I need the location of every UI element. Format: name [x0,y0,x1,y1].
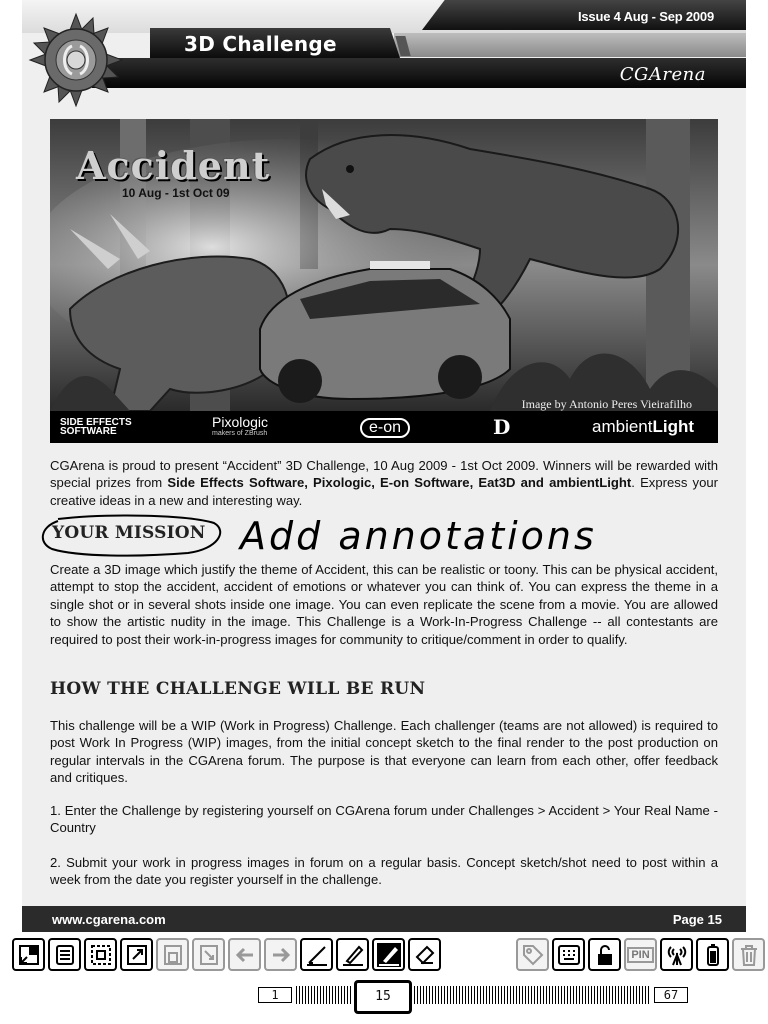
battery-icon [701,943,725,967]
rotate-button[interactable] [156,938,189,971]
marker-button[interactable] [372,938,405,971]
intro-text-2: . Express your creative ideas in a new and interesting way. [50,475,718,508]
hero-title: Accident [76,143,271,188]
zoom-icon [125,943,149,967]
eat3d-logo: D [493,415,511,439]
page-slider-left[interactable] [296,986,352,1004]
mission-heading: YOUR MISSION [52,523,206,543]
trash-icon [737,943,761,967]
ambientlight-logo [592,417,694,437]
step-1-paragraph: 1. Enter the Challenge by registering yourself on CGArena forum under Challenges > Accident > Your Real Name - Country [50,803,718,836]
highlighter-icon [341,943,365,967]
back-button[interactable] [228,938,261,971]
hero-dates: 10 Aug - 1st Oct 09 [122,186,230,200]
unlock-icon [593,943,617,967]
forward-arrow-icon [269,943,293,967]
fit-screen-button[interactable] [84,938,117,971]
pen-button[interactable] [300,938,333,971]
handwritten-annotation: Add annotations [240,514,597,558]
marker-icon [377,943,401,967]
exit-button[interactable] [12,938,45,971]
highlighter-button[interactable] [336,938,369,971]
zoom-button[interactable] [120,938,153,971]
pin-label: PIN [627,947,653,963]
mission-paragraph: Create a 3D image which justify the theme of Accident, this can be realistic or toony. This can be physical accident, attempt to stop the accident, accident of emotions or whatever you can think of. You can express the theme in a single shot or in several shots inside one image. You can even replicate the scene from a movie. You are allowed to show the artistic nudity in the image. This Challenge is a Work-In-Progress Challenge -- all contestants are required to post their work-in-progress images for community to critique/comment in order to qualify. [50,562,718,647]
back-arrow-icon [233,943,257,967]
unlock-button[interactable] [588,938,621,971]
crop-button[interactable] [192,938,225,971]
eraser-button[interactable] [408,938,441,971]
mission-heading-box [38,513,224,557]
image-credit: Image by Antonio Peres Vieirafilho [521,397,692,411]
wireless-icon [665,943,689,967]
first-page-button[interactable]: 1 [258,987,292,1003]
intro-text-1: CGArena is proud to present “Accident” 3D Challenge, 10 Aug 2009 - 1st Oct 2009. Winners will be rewarded with special prizes from [50,458,718,491]
pen-icon [305,943,329,967]
page-footer [22,906,746,932]
footer-url: www.cgarena.com [52,912,166,927]
crop-icon [197,943,221,967]
magazine-page [22,0,746,932]
issue-label: Issue 4 Aug - Sep 2009 [577,9,714,24]
pixologic-logo: Pixologic [212,414,269,430]
keyboard-button[interactable] [552,938,585,971]
wireless-button[interactable] [660,938,693,971]
how-paragraph: This challenge will be a WIP (Work in Progress) Challenge. Each challenger (teams are not allowed) is required to post Work In Progress (WIP) images, from the initial concept sketch to the final render to the post production on regular intervals in the CGArena forum. The purpose is that everyone can learn from each other, offer feedback and critiques. [50,718,718,786]
cgarena-gear-logo [28,12,124,108]
keyboard-icon [557,943,581,967]
tag-button[interactable] [516,938,549,971]
ambient-text: ambient [592,417,653,436]
battery-button[interactable] [696,938,729,971]
intro-sponsors: Side Effects Software, Pixologic, E-on Software, Eat3D and ambientLight [167,475,632,491]
page-list-icon [53,943,77,967]
header-grey-strip [394,33,746,57]
side-effects-logo: SIDE EFFECTS SOFTWARE [60,417,132,437]
hero-image [50,119,718,443]
rotate-icon [161,943,185,967]
current-page-indicator[interactable]: 15 [354,980,412,1014]
tag-icon [521,943,545,967]
intro-paragraph [50,457,718,509]
section-title: 3D Challenge [184,32,337,56]
footer-page-number: Page 15 [672,912,722,927]
pixologic-tagline: makers of ZBrush [212,430,268,437]
light-text: Light [652,417,695,436]
pin-button[interactable] [624,938,657,971]
sponsor-logo-bar [50,411,718,443]
page-list-button[interactable] [48,938,81,971]
eraser-icon [413,943,437,967]
reader-toolbar [0,936,768,976]
page-slider-right[interactable] [414,986,650,1004]
eon-logo: e-on [360,418,410,438]
how-heading: HOW THE CHALLENGE WILL BE RUN [50,679,426,699]
fit-screen-icon [89,943,113,967]
forward-button[interactable] [264,938,297,971]
exit-icon [17,943,41,967]
trash-button[interactable] [732,938,765,971]
page-navigator [0,980,768,1020]
step-2-paragraph: 2. Submit your work in progress images in forum on a regular basis. Concept sketch/shot need to post within a week from the date you register yourself in the challenge. [50,855,718,888]
last-page-button[interactable]: 67 [654,987,688,1003]
brand-label: CGArena [619,64,706,85]
